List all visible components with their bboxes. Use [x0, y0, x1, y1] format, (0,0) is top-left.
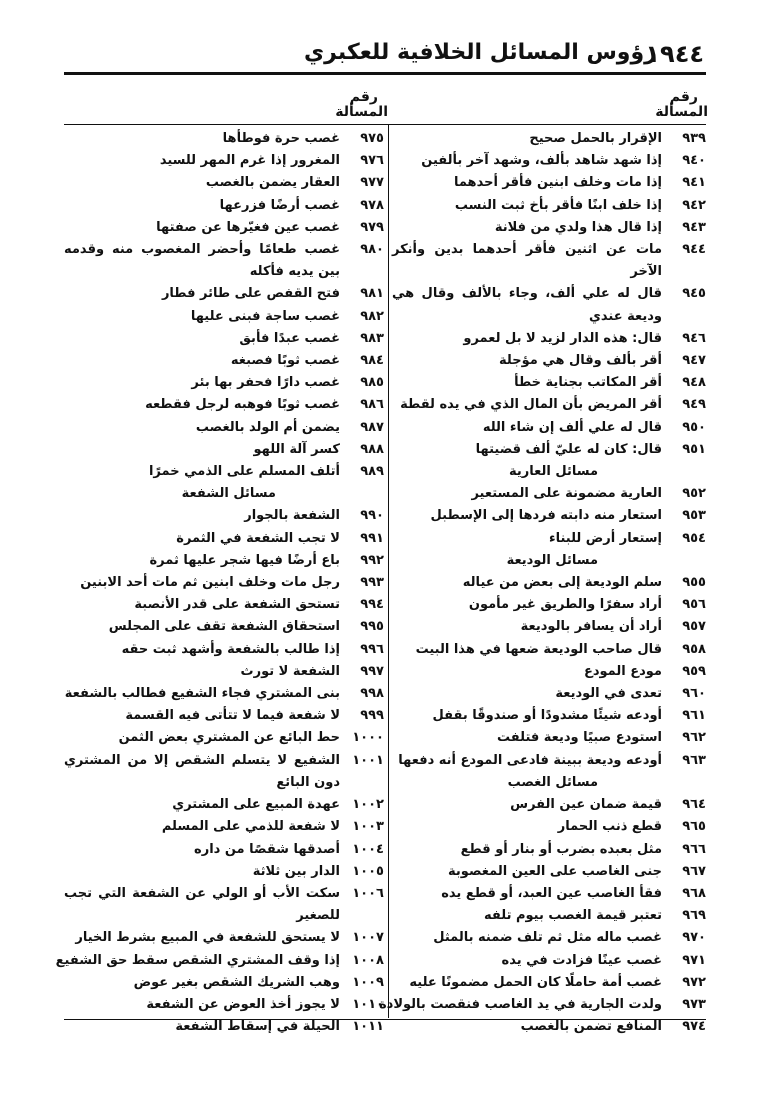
- index-entry: [64, 439, 386, 461]
- question-title: لا شفعة فيما لا تتأتى فيه القسمة: [125, 708, 340, 724]
- index-entry: [392, 683, 708, 705]
- question-number: ٩٧٢: [682, 974, 706, 990]
- right-column-heading: [648, 90, 708, 120]
- question-number: ٩٤٥: [682, 286, 706, 302]
- question-title: الحيلة في إسقاط الشفعة: [175, 1019, 340, 1035]
- heading-number-label: رقم: [349, 89, 378, 105]
- question-title: الشفعة بالجوار: [244, 508, 340, 524]
- question-number: ٩٩٩: [360, 708, 384, 724]
- index-entry: [392, 661, 708, 683]
- question-title: غصب طعامًا وأحضر المغصوب منه وقدمه بين يديه فأكله: [64, 242, 340, 280]
- column-divider: [388, 124, 389, 1018]
- question-title: تعتبر قيمة الغصب بيوم تلفه: [484, 908, 662, 924]
- question-title: أتلف المسلم على الذمي خمرًا: [148, 464, 340, 480]
- question-title: أودعه شيئًا مشدودًا أو صندوقًا بقفل: [432, 708, 662, 724]
- question-title: غصب عبدًا فأبق: [239, 330, 340, 346]
- question-title: لا شفعة للذمي على المسلم: [161, 819, 340, 835]
- index-entry: [392, 927, 708, 949]
- question-number: ٩٥٠: [682, 419, 706, 435]
- index-entry: [64, 883, 386, 927]
- question-number: ٩٥٣: [682, 508, 706, 524]
- question-title: غصب ثوبًا فصبغه: [230, 353, 340, 369]
- question-number: ١٠٠٣: [352, 819, 384, 835]
- index-entry: [392, 839, 708, 861]
- question-title: العقار يضمن بالغصب: [205, 175, 340, 191]
- section-heading: مسائل الشفعة: [181, 486, 276, 502]
- question-number: ٩٨٧: [360, 419, 384, 435]
- index-entry: [392, 283, 708, 327]
- question-number: ٩٤٤: [682, 242, 706, 258]
- question-title: أقر المكاتب بجناية خطأ: [514, 375, 662, 391]
- index-entry: [392, 128, 708, 150]
- question-number: ٩٦٣: [682, 752, 706, 768]
- book-title: رؤوس المسائل الخلافية للعكبري: [304, 40, 657, 65]
- question-title: حط البائع عن المشتري بعض الثمن: [118, 730, 340, 746]
- index-entry: [392, 750, 708, 772]
- question-number: ٩٥٨: [682, 641, 706, 657]
- heading-number-label: رقم: [669, 89, 698, 105]
- question-number: ٩٤١: [682, 175, 706, 191]
- index-entry: [392, 883, 708, 905]
- question-title: وهب الشريك الشقص بغير عوض: [133, 974, 340, 990]
- question-title: غصب أمة حاملًا كان الحمل مضمونًا عليه: [409, 974, 662, 990]
- question-title: إستعار أرض للبناء: [548, 530, 662, 546]
- index-entry: [392, 639, 708, 661]
- question-title: لا يستحق للشفعة في المبيع بشرط الخيار: [75, 930, 340, 946]
- index-entry: [64, 705, 386, 727]
- question-title: غصب ثوبًا فوهبه لرجل فقطعه: [145, 397, 340, 413]
- index-entry: [64, 839, 386, 861]
- question-title: إذا قال هذا ولدي من فلانة: [494, 219, 662, 235]
- index-entry: [392, 528, 708, 550]
- question-number: ٩٩٦: [360, 641, 384, 657]
- question-title: غصب حرة فوطأها: [222, 131, 340, 146]
- question-number: ٩٦٧: [682, 863, 706, 879]
- index-entry: [392, 905, 708, 927]
- question-number: ٩٦٠: [682, 686, 706, 702]
- question-number: ٩٧٥: [360, 131, 384, 146]
- index-entry: [64, 550, 386, 572]
- question-number: ٩٩٤: [360, 597, 384, 613]
- question-title: المغرور إذا غرم المهر للسيد: [159, 153, 340, 169]
- question-title: الشفيع لا يتسلم الشقص إلا من المشتري دون البائع: [64, 752, 340, 790]
- question-title: قطع ذنب الحمار: [557, 819, 662, 835]
- question-number: ٩٤٠: [682, 153, 706, 169]
- index-entry: [64, 727, 386, 749]
- question-title: مات عن اثنين فأقر أحدهما بدين وأنكر الآخر: [392, 242, 662, 280]
- question-number: ٩٨٥: [360, 375, 384, 391]
- index-entry: [64, 816, 386, 838]
- heading-question-label: المسألة: [335, 104, 388, 120]
- question-number: ٩٤٢: [682, 197, 706, 213]
- index-entry: [64, 328, 386, 350]
- question-number: ٩٤٧: [682, 353, 706, 369]
- question-number: ٩٦٦: [682, 841, 706, 857]
- index-entry: [392, 394, 708, 416]
- index-entry: [64, 283, 386, 305]
- question-number: ٩٨٦: [360, 397, 384, 413]
- question-number: ١٠٠٧: [352, 930, 384, 946]
- question-title: استحقاق الشفعة تقف على المجلس: [108, 619, 340, 635]
- question-number: ١٠٠٨: [352, 952, 384, 968]
- index-entry: [64, 505, 386, 527]
- question-title: إذا خلف ابنًا فأقر بأخ ثبت النسب: [454, 197, 662, 213]
- index-entry: [392, 417, 708, 439]
- index-entry: [64, 217, 386, 239]
- index-entry: [392, 239, 708, 283]
- question-number: ٩٧٣: [682, 996, 706, 1012]
- question-number: ١٠٠٩: [352, 974, 384, 990]
- index-entry: [392, 727, 708, 749]
- question-title: رجل مات وخلف ابنين ثم مات أحد الابنين: [80, 575, 340, 591]
- question-number: ٩٤٩: [682, 397, 706, 413]
- index-entry: [392, 350, 708, 372]
- question-number: ٩٧١: [682, 952, 706, 968]
- question-title: غصب ساجة فبنى عليها: [190, 308, 340, 324]
- question-title: قال صاحب الوديعة ضعها في هذا البيت: [415, 641, 662, 657]
- question-title: أقر بألف وقال هي مؤجلة: [499, 353, 662, 369]
- question-title: الدار بين ثلاثة: [252, 863, 340, 879]
- index-entry: [64, 372, 386, 394]
- question-number: ٩٤٨: [682, 375, 706, 391]
- index-entry: [392, 705, 708, 727]
- question-title: باع أرضًا فيها شجر عليها ثمرة: [149, 552, 340, 568]
- question-title: جنى الغاصب على العين المغصوبة: [448, 863, 662, 879]
- index-entry: [392, 217, 708, 239]
- question-title: إذا وقف المشتري الشقص سقط حق الشفيع: [55, 952, 340, 968]
- index-entry: [64, 350, 386, 372]
- left-index-column: [55, 128, 386, 1035]
- question-number: ٩٧٩: [360, 219, 384, 235]
- index-entry: [64, 994, 386, 1016]
- question-number: ١٠١١: [352, 1019, 384, 1035]
- question-number: ٩٥٧: [682, 619, 706, 635]
- index-entry: [64, 594, 386, 616]
- question-number: ٩٧٤: [682, 1019, 706, 1035]
- index-entry: [392, 794, 708, 816]
- question-title: غصب عينًا فزادت في يده: [501, 952, 662, 968]
- question-title: أقر المريض بأن المال الذي في يده لقطة: [400, 397, 662, 413]
- question-number: ٩٥٩: [682, 663, 706, 679]
- index-entry: [392, 328, 708, 350]
- question-title: غصب دارًا فحفر بها بئر: [191, 375, 340, 391]
- question-title: لا تجب الشفعة في الثمرة: [176, 530, 340, 546]
- question-number: ٩٨٩: [360, 464, 384, 480]
- question-number: ١٠٠٤: [352, 841, 384, 857]
- question-title: قال له علي ألف إن شاء الله: [482, 419, 662, 435]
- index-entry: [392, 505, 708, 527]
- index-entry: [392, 483, 708, 505]
- question-number: ١٠٠٠: [352, 730, 384, 746]
- page-number: ١٩٤٤: [645, 40, 704, 68]
- question-title: أراد سفرًا والطريق غير مأمون: [468, 597, 662, 613]
- question-title: لا يجوز أخذ العوض عن الشفعة: [146, 996, 340, 1012]
- question-number: ٩٧٧: [360, 175, 384, 191]
- question-number: ٩٨١: [360, 286, 384, 302]
- index-entry: [64, 150, 386, 172]
- index-entry: [64, 306, 386, 328]
- question-number: ٩٥١: [682, 441, 706, 457]
- question-number: ٩٦٩: [682, 908, 706, 924]
- index-entry: [64, 927, 386, 949]
- question-title: استعار منه دابته فردها إلى الإسطبل: [430, 508, 662, 524]
- question-number: ٩٩٢: [360, 552, 384, 568]
- question-title: غصب عين فغيّرها عن صفتها: [156, 219, 340, 235]
- question-number: ٩٧٦: [360, 153, 384, 169]
- index-entry: [64, 394, 386, 416]
- index-entry: [64, 794, 386, 816]
- index-entry: [392, 172, 708, 194]
- question-number: ٩٨٨: [360, 441, 384, 457]
- question-title: إذا مات وخلف ابنين فأقر أحدهما: [453, 175, 662, 191]
- question-number: ٩٥٢: [682, 486, 706, 502]
- question-title: غصب ماله مثل ثم تلف ضمنه بالمثل: [433, 930, 662, 946]
- question-number: ٩٨٣: [360, 330, 384, 346]
- page-header: [64, 38, 706, 75]
- question-number: ٩٧٠: [682, 930, 706, 946]
- index-entry: [64, 750, 386, 794]
- question-title: مثل بعبده بضرب أو بنار أو قطع: [460, 841, 662, 857]
- question-title: قال: هذه الدار لزيد لا بل لعمرو: [463, 330, 662, 346]
- question-title: استودع صبيًا وديعة فتلفت: [497, 730, 662, 746]
- question-title: قال: كان له عليّ ألف قضيتها: [475, 441, 662, 457]
- index-entry: [64, 128, 386, 150]
- question-title: مودع المودع: [583, 663, 662, 679]
- index-entry: [64, 683, 386, 705]
- question-number: ٩٩٥: [360, 619, 384, 635]
- question-number: ١٠٠١: [352, 752, 384, 768]
- index-entry: [392, 950, 708, 972]
- index-entry: [392, 816, 708, 838]
- question-number: ٩٦٥: [682, 819, 706, 835]
- index-entry: [378, 994, 708, 1016]
- question-title: كسر آلة اللهو: [253, 441, 340, 457]
- index-entry: [392, 861, 708, 883]
- question-title: إذا طالب بالشفعة وأشهد ثبت حقه: [121, 641, 340, 657]
- question-number: ٩٩٠: [360, 508, 384, 524]
- question-number: ٩٧٨: [360, 197, 384, 213]
- index-entry: [64, 417, 386, 439]
- question-title: بنى المشتري فجاء الشفيع فطالب بالشفعة: [64, 686, 340, 702]
- question-number: ٩٩٧: [360, 663, 384, 679]
- left-column-heading: [328, 90, 388, 120]
- index-entry: [392, 1016, 708, 1038]
- question-title: أصدقها شقصًا من داره: [194, 841, 340, 857]
- index-entry: [64, 572, 386, 594]
- question-number: ٩٨٠: [360, 242, 384, 258]
- question-number: ٩٥٦: [682, 597, 706, 613]
- question-title: قيمة ضمان عين الفرس: [510, 797, 662, 813]
- question-title: المنافع تضمن بالغصب: [520, 1019, 662, 1035]
- section-heading: مسائل العارية: [509, 464, 598, 480]
- index-entry: [64, 639, 386, 661]
- question-number: ٩٥٥: [682, 575, 706, 591]
- index-entry: [64, 861, 386, 883]
- index-entry: [64, 195, 386, 217]
- question-title: غصب أرضًا فزرعها: [219, 197, 340, 213]
- section-heading: مسائل الوديعة: [506, 552, 598, 568]
- index-entry: [392, 616, 708, 638]
- question-title: أراد أن يسافر بالوديعة: [520, 619, 662, 635]
- index-entry: [64, 239, 386, 283]
- index-entry: [64, 972, 386, 994]
- question-number: ٩٩١: [360, 530, 384, 546]
- question-title: قال له علي ألف، وجاء بالألف وقال هي وديعة عندي: [392, 286, 662, 324]
- question-title: سكت الأب أو الولي عن الشفعة التي تجب للصغير: [64, 885, 340, 924]
- question-title: سلم الوديعة إلى بعض من عياله: [462, 575, 662, 591]
- question-title: العارية مضمونة على المستعير: [471, 486, 662, 502]
- question-title: تعدى في الوديعة: [555, 686, 662, 702]
- index-entry: [392, 195, 708, 217]
- index-entry: [392, 439, 708, 461]
- question-number: ٩٩٣: [360, 575, 384, 591]
- question-number: ٩٣٩: [682, 131, 706, 146]
- question-number: ١٠٠٦: [352, 885, 384, 901]
- question-title: يضمن أم الولد بالغصب: [195, 419, 340, 435]
- question-number: ٩٤٣: [682, 219, 706, 235]
- question-number: ٩٥٤: [682, 530, 706, 546]
- question-title: إذا شهد شاهد بألف، وشهد آخر بألفين: [421, 153, 662, 169]
- question-number: ٩٦٨: [682, 885, 706, 901]
- heading-rule: [64, 124, 706, 125]
- heading-question-label: المسألة: [655, 104, 708, 120]
- question-title: فتح القفص على طائر فطار: [161, 286, 340, 302]
- index-entry: [392, 594, 708, 616]
- question-number: ٩٦٢: [682, 730, 706, 746]
- question-number: ٩٨٤: [360, 353, 384, 369]
- index-entry: [392, 150, 708, 172]
- question-title: الإقرار بالحمل صحيح: [529, 131, 662, 146]
- section-heading: مسائل الغصب: [507, 774, 598, 790]
- question-title: فقأ الغاصب عين العبد، أو قطع يده: [441, 885, 662, 901]
- index-entry: [392, 572, 708, 594]
- question-title: الشفعة لا تورث: [240, 663, 340, 679]
- question-number: ١٠٠٥: [352, 863, 384, 879]
- question-title: ولدت الجارية في يد الغاصب فنقصت بالولادة: [378, 996, 662, 1012]
- question-number: ١٠٠٢: [352, 797, 384, 813]
- index-entry: [64, 616, 386, 638]
- index-entry: [392, 372, 708, 394]
- right-index-column: [378, 128, 708, 1035]
- index-entry: [64, 172, 386, 194]
- index-entry: [64, 1016, 386, 1038]
- index-entry: [64, 461, 386, 483]
- question-title: تستحق الشفعة على قدر الأنصبة: [134, 597, 340, 613]
- index-entry: [64, 661, 386, 683]
- index-entry: [392, 972, 708, 994]
- question-number: ٩٦١: [682, 708, 706, 724]
- question-number: ٩٤٦: [682, 330, 706, 346]
- question-number: ٩٩٨: [360, 686, 384, 702]
- question-title: أودعه وديعة ببينة فادعى المودع أنه دفعها: [398, 752, 662, 768]
- question-title: عهدة المبيع على المشتري: [172, 797, 340, 813]
- question-number: ٩٦٤: [682, 797, 706, 813]
- question-number: ١٠١٠: [352, 996, 384, 1012]
- question-number: ٩٨٢: [360, 308, 384, 324]
- index-entry: [55, 950, 386, 972]
- index-entry: [64, 528, 386, 550]
